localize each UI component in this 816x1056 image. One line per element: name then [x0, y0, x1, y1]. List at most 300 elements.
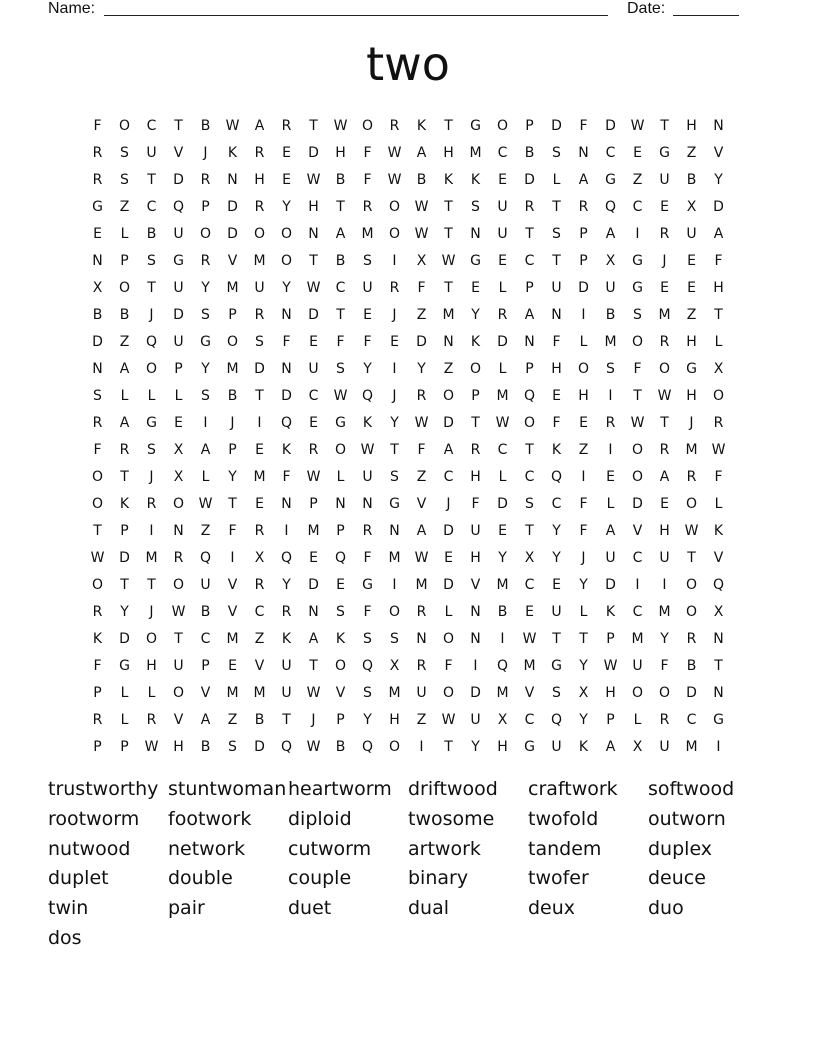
grid-cell: O — [388, 738, 401, 755]
grid-cell: D — [119, 630, 130, 647]
grid-cell: C — [632, 549, 643, 566]
grid-cell: I — [257, 414, 262, 431]
grid-cell: A — [119, 414, 130, 431]
grid-row — [84, 274, 732, 301]
grid-cell: K — [281, 441, 292, 458]
grid-cell: B — [686, 171, 697, 188]
grid-cell: W — [414, 414, 429, 431]
grid-cell: A — [254, 117, 265, 134]
grid-cell: I — [230, 549, 235, 566]
grid-cell: W — [90, 549, 105, 566]
grid-cell: B — [92, 306, 103, 323]
grid-cell: T — [147, 279, 156, 296]
grid-cell: S — [147, 252, 156, 269]
grid-cell: E — [552, 576, 561, 593]
grid-cell: B — [335, 252, 346, 269]
grid-cell: P — [201, 198, 210, 215]
grid-cell: Y — [579, 657, 588, 674]
grid-cell: J — [581, 549, 586, 566]
grid-cell: Z — [443, 360, 454, 377]
grid-cell: J — [311, 711, 316, 728]
grid-cell: K — [605, 603, 616, 620]
grid-cell: A — [659, 468, 670, 485]
grid-cell: K — [416, 117, 427, 134]
grid-cell: N — [713, 117, 724, 134]
grid-cell: H — [497, 738, 508, 755]
grid-cell: W — [414, 549, 429, 566]
grid-cell: O — [469, 360, 482, 377]
grid-cell: M — [523, 657, 536, 674]
grid-cell: N — [308, 603, 319, 620]
grid-cell: B — [146, 225, 157, 242]
grid-cell: E — [282, 144, 291, 161]
grid-cell: G — [551, 657, 562, 674]
grid-cell: M — [253, 684, 266, 701]
grid-cell: P — [120, 522, 129, 539]
grid-cell: P — [606, 630, 615, 647]
grid-cell: A — [119, 360, 130, 377]
grid-cell: N — [443, 333, 454, 350]
grid-cell: I — [608, 387, 613, 404]
grid-cell: H — [686, 387, 697, 404]
grid-cell: V — [254, 657, 265, 674]
word-list-item: softwood — [648, 778, 735, 800]
grid-cell: K — [470, 333, 481, 350]
word-list-item: duplet — [48, 867, 109, 890]
grid-cell: N — [281, 306, 292, 323]
grid-cell: K — [92, 630, 103, 647]
grid-cell: H — [308, 198, 319, 215]
grid-cell: B — [416, 171, 427, 188]
grid-cell: U — [659, 738, 670, 755]
grid-cell: R — [146, 711, 157, 728]
grid-cell: V — [227, 252, 238, 269]
grid-cell: U — [254, 279, 265, 296]
grid-cell: O — [172, 576, 185, 593]
grid-cell: C — [497, 441, 508, 458]
grid-cell: W — [522, 630, 537, 647]
grid-cell: W — [333, 387, 348, 404]
grid-cell: G — [659, 144, 670, 161]
grid-cell: O — [631, 441, 644, 458]
grid-cell: D — [443, 414, 454, 431]
grid-cell: W — [171, 603, 186, 620]
grid-cell: O — [91, 468, 104, 485]
grid-cell: Y — [120, 603, 129, 620]
grid-cell: D — [605, 576, 616, 593]
grid-cell: F — [363, 171, 372, 188]
grid-cell: M — [361, 225, 374, 242]
grid-cell: P — [525, 117, 534, 134]
grid-cell: G — [470, 117, 481, 134]
grid-cell: S — [120, 171, 129, 188]
grid-cell: N — [470, 630, 481, 647]
grid-cell: L — [579, 333, 588, 350]
grid-cell: W — [495, 414, 510, 431]
grid-cell: R — [254, 576, 265, 593]
grid-cell: Q — [280, 549, 293, 566]
grid-cell: V — [524, 684, 535, 701]
grid-cell: D — [308, 306, 319, 323]
grid-cell: C — [497, 144, 508, 161]
grid-cell: R — [713, 414, 724, 431]
grid-cell: R — [92, 603, 103, 620]
grid-cell: R — [119, 441, 130, 458]
grid-cell: D — [227, 198, 238, 215]
grid-cell: N — [335, 495, 346, 512]
grid-cell: C — [524, 711, 535, 728]
grid-cell: D — [551, 117, 562, 134]
grid-cell: E — [606, 468, 615, 485]
grid-cell: X — [416, 252, 427, 269]
grid-cell: Y — [579, 711, 588, 728]
grid-cell: Z — [632, 171, 643, 188]
grid-cell: E — [471, 279, 480, 296]
grid-cell: A — [578, 171, 589, 188]
grid-cell: M — [226, 360, 239, 377]
grid-cell: Y — [552, 549, 561, 566]
grid-cell: C — [524, 576, 535, 593]
grid-cell: E — [282, 171, 291, 188]
grid-row — [84, 490, 732, 517]
word-list-item: trustworthy — [48, 778, 159, 800]
grid-cell: U — [470, 711, 481, 728]
grid-cell: A — [605, 225, 616, 242]
grid-cell: R — [659, 441, 670, 458]
grid-cell: C — [335, 279, 346, 296]
word-list-item: rootworm — [48, 807, 140, 830]
grid-cell: O — [496, 117, 509, 134]
grid-cell: F — [552, 333, 561, 350]
grid-cell: S — [390, 468, 399, 485]
grid-cell: G — [389, 495, 400, 512]
grid-cell: T — [255, 387, 264, 404]
grid-cell: R — [416, 603, 427, 620]
grid-cell: Y — [201, 360, 210, 377]
grid-cell: S — [363, 684, 372, 701]
grid-cell: O — [685, 495, 698, 512]
grid-cell: U — [362, 468, 373, 485]
grid-cell: L — [336, 468, 345, 485]
grid-cell: V — [227, 576, 238, 593]
grid-cell: B — [200, 603, 211, 620]
grid-cell: U — [605, 279, 616, 296]
grid-cell: O — [199, 225, 212, 242]
grid-cell: U — [551, 603, 562, 620]
grid-cell: M — [253, 252, 266, 269]
grid-cell: L — [444, 603, 453, 620]
grid-row — [84, 706, 732, 733]
word-list-item: outworn — [648, 807, 726, 830]
grid-cell: O — [145, 360, 158, 377]
grid-cell: O — [280, 252, 293, 269]
grid-cell: R — [308, 441, 319, 458]
grid-cell: U — [497, 198, 508, 215]
grid-cell: M — [145, 549, 158, 566]
grid-cell: W — [603, 657, 618, 674]
grid-cell: N — [362, 495, 373, 512]
grid-cell: N — [92, 360, 103, 377]
grid-row — [84, 652, 732, 679]
grid-cell: O — [442, 684, 455, 701]
grid-cell: Q — [280, 738, 293, 755]
grid-cell: E — [255, 441, 264, 458]
word-list — [48, 778, 768, 957]
grid-cell: A — [308, 630, 319, 647]
grid-cell: Y — [714, 171, 723, 188]
grid-cell: E — [174, 414, 183, 431]
grid-cell: P — [579, 225, 588, 242]
grid-cell: Z — [686, 306, 697, 323]
grid-cell: H — [389, 711, 400, 728]
grid-cell: E — [498, 522, 507, 539]
grid-cell: L — [120, 711, 129, 728]
grid-cell: M — [685, 441, 698, 458]
grid-cell: O — [91, 495, 104, 512]
grid-cell: L — [498, 360, 507, 377]
grid-row — [84, 355, 732, 382]
grid-cell: F — [417, 441, 426, 458]
grid-cell: S — [201, 387, 210, 404]
grid-cell: F — [282, 468, 291, 485]
grid-cell: C — [308, 387, 319, 404]
grid-cell: Y — [201, 279, 210, 296]
word-list-item: deux — [528, 897, 576, 920]
grid-cell: R — [416, 657, 427, 674]
word-list-item: stuntwoman — [168, 778, 287, 800]
grid-cell: C — [146, 117, 157, 134]
grid-cell: D — [173, 306, 184, 323]
grid-cell: M — [496, 576, 509, 593]
word-list-item: heartworm — [288, 778, 392, 800]
grid-cell: M — [658, 306, 671, 323]
grid-cell: U — [200, 576, 211, 593]
grid-cell: F — [363, 549, 372, 566]
grid-cell: W — [684, 522, 699, 539]
word-list-item: driftwood — [408, 778, 498, 800]
grid-cell: M — [496, 387, 509, 404]
grid-cell: M — [685, 738, 698, 755]
grid-cell: I — [419, 738, 424, 755]
grid-cell: S — [336, 603, 345, 620]
grid-row — [84, 382, 732, 409]
grid-cell: Y — [282, 198, 291, 215]
grid-cell: D — [416, 333, 427, 350]
word-list-item: duplex — [648, 837, 713, 860]
grid-cell: C — [524, 468, 535, 485]
grid-cell: D — [605, 117, 616, 134]
grid-cell: C — [443, 468, 454, 485]
grid-cell: X — [713, 603, 724, 620]
grid-cell: U — [173, 225, 184, 242]
grid-cell: A — [524, 306, 535, 323]
grid-row — [84, 328, 732, 355]
grid-cell: T — [633, 387, 642, 404]
grid-cell: B — [335, 171, 346, 188]
grid-cell: D — [173, 171, 184, 188]
grid-cell: K — [713, 522, 724, 539]
grid-cell: L — [498, 468, 507, 485]
grid-cell: R — [416, 387, 427, 404]
grid-cell: U — [146, 144, 157, 161]
word-list-item: cutworm — [288, 837, 372, 860]
grid-cell: J — [689, 414, 694, 431]
grid-cell: H — [686, 333, 697, 350]
word-list-item: double — [168, 867, 233, 890]
grid-cell: D — [713, 198, 724, 215]
grid-cell: J — [203, 144, 208, 161]
grid-cell: P — [336, 522, 345, 539]
grid-cell: Z — [416, 468, 427, 485]
grid-cell: R — [524, 198, 535, 215]
grid-cell: U — [416, 684, 427, 701]
grid-cell: B — [254, 711, 265, 728]
grid-cell: D — [92, 333, 103, 350]
grid-cell: T — [660, 414, 669, 431]
grid-cell: F — [363, 333, 372, 350]
grid-cell: X — [389, 657, 400, 674]
grid-cell: S — [336, 360, 345, 377]
grid-cell: N — [524, 333, 535, 350]
grid-cell: N — [578, 144, 589, 161]
grid-cell: Y — [363, 360, 372, 377]
grid-cell: L — [714, 333, 723, 350]
grid-cell: L — [498, 279, 507, 296]
grid-cell: U — [470, 522, 481, 539]
grid-cell: L — [606, 495, 615, 512]
grid-cell: T — [444, 279, 453, 296]
grid-cell: W — [414, 198, 429, 215]
grid-cell: Q — [604, 198, 617, 215]
grid-cell: O — [388, 603, 401, 620]
grid-cell: V — [227, 603, 238, 620]
grid-cell: L — [552, 171, 561, 188]
grid-cell: G — [335, 414, 346, 431]
grid-cell: O — [658, 684, 671, 701]
grid-cell: U — [605, 549, 616, 566]
word-list-item: dos — [48, 926, 82, 949]
grid-cell: G — [524, 738, 535, 755]
grid-cell: G — [173, 252, 184, 269]
grid-cell: Q — [496, 657, 509, 674]
grid-cell: E — [309, 549, 318, 566]
grid-cell: V — [713, 144, 724, 161]
grid-cell: N — [416, 630, 427, 647]
grid-cell: Y — [471, 738, 480, 755]
grid-cell: W — [306, 684, 321, 701]
grid-row — [84, 112, 732, 139]
grid-cell: P — [525, 360, 534, 377]
grid-cell: W — [387, 171, 402, 188]
grid-cell: P — [525, 279, 534, 296]
grid-cell: I — [581, 306, 586, 323]
grid-cell: R — [92, 711, 103, 728]
grid-cell: W — [387, 144, 402, 161]
word-list-item: craftwork — [528, 778, 618, 800]
grid-cell: F — [363, 603, 372, 620]
word-list-item: twosome — [408, 807, 495, 830]
grid-cell: Z — [200, 522, 211, 539]
grid-cell: R — [92, 414, 103, 431]
grid-cell: F — [93, 117, 102, 134]
grid-cell: R — [200, 252, 211, 269]
grid-cell: F — [714, 252, 723, 269]
grid-cell: F — [336, 333, 345, 350]
grid-cell: S — [363, 252, 372, 269]
grid-cell: C — [146, 198, 157, 215]
grid-cell: A — [335, 225, 346, 242]
grid-cell: H — [335, 144, 346, 161]
grid-cell: B — [524, 144, 535, 161]
grid-cell: Q — [523, 387, 536, 404]
grid-cell: Y — [390, 414, 399, 431]
grid-cell: Y — [228, 468, 237, 485]
grid-cell: H — [173, 738, 184, 755]
grid-cell: U — [308, 360, 319, 377]
grid-cell: O — [280, 225, 293, 242]
grid-cell: P — [471, 387, 480, 404]
grid-cell: W — [414, 225, 429, 242]
grid-cell: J — [230, 414, 235, 431]
grid-cell: T — [444, 198, 453, 215]
grid-cell: Z — [254, 630, 265, 647]
grid-cell: I — [392, 576, 397, 593]
grid-cell: L — [201, 468, 210, 485]
grid-cell: T — [390, 441, 399, 458]
grid-cell: R — [605, 414, 616, 431]
grid-cell: X — [605, 252, 616, 269]
grid-cell: Y — [660, 630, 669, 647]
grid-row — [84, 571, 732, 598]
grid-cell: W — [657, 387, 672, 404]
grid-cell: M — [388, 549, 401, 566]
grid-cell: T — [228, 495, 237, 512]
grid-row — [84, 517, 732, 544]
grid-cell: U — [362, 279, 373, 296]
grid-cell: Z — [119, 333, 130, 350]
grid-cell: A — [416, 522, 427, 539]
grid-cell: C — [551, 495, 562, 512]
grid-cell: I — [662, 576, 667, 593]
grid-cell: D — [119, 549, 130, 566]
grid-cell: R — [389, 279, 400, 296]
word-list-item: footwork — [168, 807, 252, 830]
grid-cell: V — [200, 684, 211, 701]
grid-cell: R — [659, 711, 670, 728]
grid-cell: W — [441, 252, 456, 269]
grid-row — [84, 625, 732, 652]
letter-grid — [84, 112, 732, 760]
grid-cell: I — [284, 522, 289, 539]
grid-cell: D — [308, 576, 319, 593]
word-list-item: binary — [408, 867, 469, 890]
grid-cell: F — [579, 117, 588, 134]
grid-cell: D — [308, 144, 319, 161]
grid-cell: D — [497, 495, 508, 512]
grid-cell: T — [147, 576, 156, 593]
grid-cell: W — [225, 117, 240, 134]
grid-cell: G — [605, 171, 616, 188]
grid-cell: S — [606, 360, 615, 377]
grid-cell: E — [525, 603, 534, 620]
grid-cell: Q — [334, 549, 347, 566]
grid-row — [84, 463, 732, 490]
grid-cell: F — [417, 279, 426, 296]
word-list-item: duo — [648, 897, 684, 920]
grid-cell: D — [281, 387, 292, 404]
grid-cell: K — [362, 414, 373, 431]
grid-cell: R — [389, 117, 400, 134]
